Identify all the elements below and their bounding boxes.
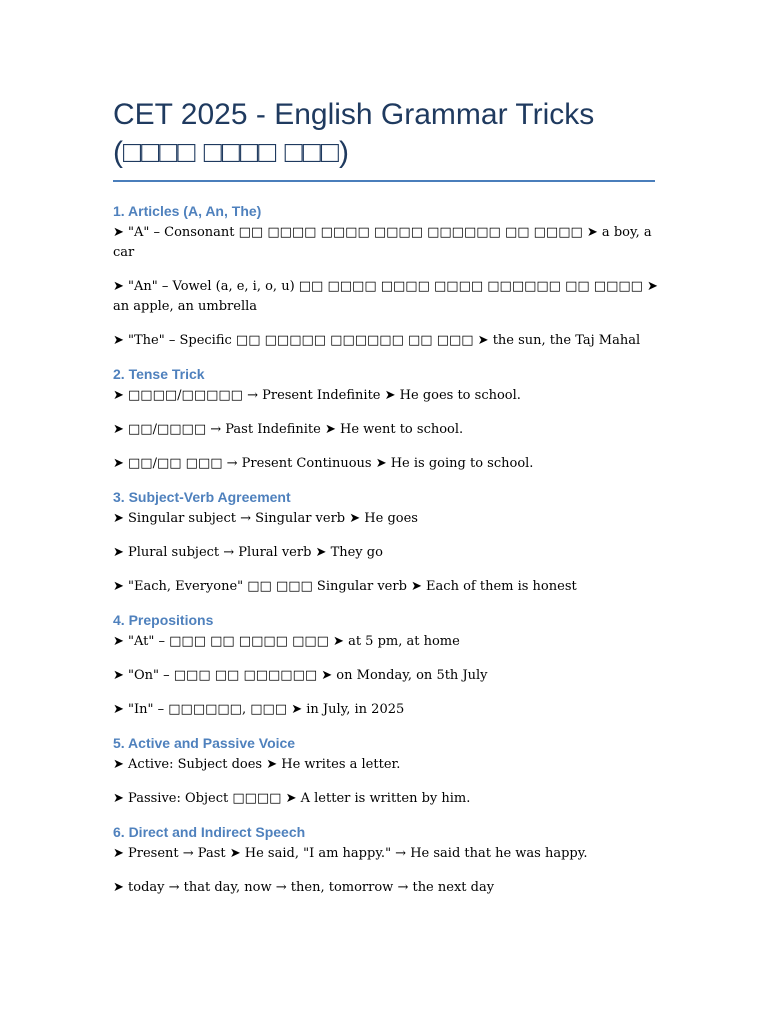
- section-2: [113, 365, 658, 474]
- section-item: ➤ "At" – □□□ □□ □□□□ □□□ ➤ at 5 pm, at home: [113, 634, 460, 649]
- section-item: ➤ "In" – □□□□□□, □□□ ➤ in July, in 2025: [113, 702, 405, 717]
- title-underline: [113, 180, 655, 182]
- section-heading: 6. Direct and Indirect Speech: [113, 824, 306, 840]
- section-item: ➤ Plural subject → Plural verb ➤ They go: [113, 545, 383, 560]
- section-heading: 4. Prepositions: [113, 612, 214, 628]
- section-5: [113, 734, 658, 809]
- section-item: ➤ "An" – Vowel (a, e, i, o, u) □□ □□□□ □□□□ □□□□ □□□□□□ □□ □□□□ ➤ an apple, an umbrella: [113, 279, 658, 314]
- title-line-2: (□□□□ □□□□ □□□): [113, 136, 349, 169]
- document-title: [113, 96, 658, 172]
- section-heading: 5. Active and Passive Voice: [113, 735, 296, 751]
- section-6: [113, 823, 658, 898]
- section-heading: 3. Subject-Verb Agreement: [113, 489, 291, 505]
- section-item: ➤ Active: Subject does ➤ He writes a letter.: [113, 757, 401, 772]
- section-item: ➤ □□/□□ □□□ → Present Continuous ➤ He is going to school.: [113, 456, 534, 471]
- section-item: ➤ □□/□□□□ → Past Indefinite ➤ He went to school.: [113, 422, 464, 437]
- section-1: [113, 202, 658, 351]
- section-3: [113, 488, 658, 597]
- section-item: ➤ □□□□/□□□□□ → Present Indefinite ➤ He goes to school.: [113, 388, 521, 403]
- section-heading: 1. Articles (A, An, The): [113, 203, 262, 219]
- section-4: [113, 611, 658, 720]
- section-item: ➤ "The" – Specific □□ □□□□□ □□□□□□ □□ □□□ ➤ the sun, the Taj Mahal: [113, 333, 641, 348]
- section-item: ➤ Singular subject → Singular verb ➤ He goes: [113, 511, 418, 526]
- title-line-1: CET 2025 - English Grammar Tricks: [113, 98, 595, 131]
- sections-container: [113, 202, 658, 898]
- section-heading: 2. Tense Trick: [113, 366, 205, 382]
- section-item: ➤ Passive: Object □□□□ ➤ A letter is written by him.: [113, 791, 471, 806]
- section-item: ➤ "Each, Everyone" □□ □□□ Singular verb ➤ Each of them is honest: [113, 579, 577, 594]
- section-item: ➤ today → that day, now → then, tomorrow → the next day: [113, 880, 495, 895]
- section-item: ➤ Present → Past ➤ He said, "I am happy." → He said that he was happy.: [113, 846, 588, 861]
- section-item: ➤ "A" – Consonant □□ □□□□ □□□□ □□□□ □□□□□□ □□ □□□□ ➤ a boy, a car: [113, 225, 652, 260]
- document-page: [113, 90, 658, 912]
- section-item: ➤ "On" – □□□ □□ □□□□□□ ➤ on Monday, on 5th July: [113, 668, 488, 683]
